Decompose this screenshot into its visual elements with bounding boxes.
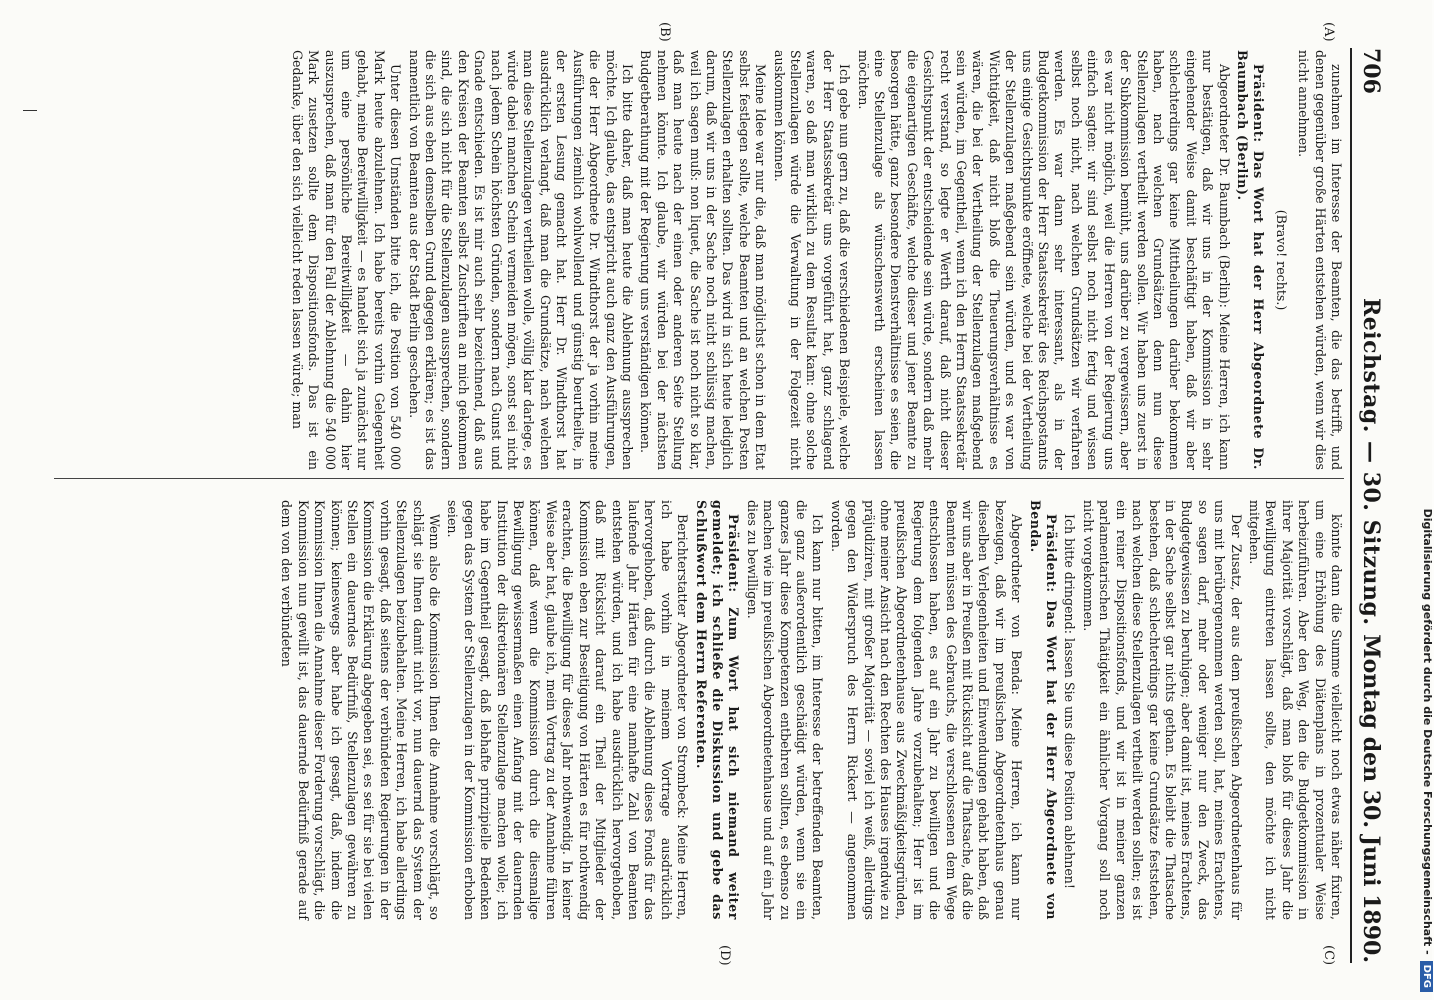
speech-paragraph: Unter diesen Umständen bitte ich, die Position von 540 000 Mark heute abzulehnen. Ich habe bereits vorhin Gelegenheit gehabt, meine Bereitwilligkeit — es handelt sich ja zunächst nur um eine persönliche Bereitwilligkeit — dahin hier auszusprechen, daß man für den Fall der Ablehnung die 540 000 Mark zusetzen sollte dem Dispositionsfonds. Das ist ein Gedanke, über den sich vielleicht reden lassen würde; man [289, 50, 404, 470]
column-divider [54, 478, 1344, 479]
speech-paragraph: Ich gebe nun gern zu, daß die verschiedenen Beispiele, welche der Herr Staatssekretär uns vorgeführt hat, ganz schlagend waren, so daß man wirklich zu dem Resultat kam: ohne solche Stellenzulagen würde die Verwaltung in der Folgezeit nicht auskommen können. [771, 50, 853, 470]
margin-marker-a: (A) [1321, 22, 1336, 42]
speech-paragraph: Meine Idee war nur die, daß man möglichst schon in dem Etat selbst festlegen sollte, welche Beamten und an welchen Posten Stellenzulagen erhalten sollten. Das wird in sich heute lediglich darum, daß wir uns in der Sache noch nicht schlüssig machen, weil ich sagen muß: non liquet, die Sache ist noch nicht so klar, daß man heute nach der einen oder anderen Seite Stellung nehmen könnte. Ich glaube, wir würden bei der nächsten Budgetberathung mit der Regierung uns verständigen können. [638, 50, 769, 470]
page-header [1350, 48, 1388, 963]
dfg-logo: DFG [1420, 961, 1433, 992]
speech-paragraph: Abgeordneter von Benda: Meine Herren, ich kann nur bezeugen, daß wir im preußischen Abgeordnetenhaus genau dieselben Verlegenheiten und Einwendungen gehabt haben, daß wir uns aber in Preußen mit Rücksicht auf die Thatsache, daß die Beamten müssen des Gebrauchs, die verschlossenen dem Wege entschlossen haben, es auf ein Jahr zu bewilligen und die Regierung dem folgenden Jahre vorzubehalten; Herr ist im preußischen Abgeordnetenhause aus Zweckmäßigkeitsgründen, ohne meiner Ansicht nach den Rechten des Hauses irgendwie zu präjudiziren, mit großer Majorität — soviel ich weiß, allerdings gegen den Widerspruch des Herrn Rickert — angenommen worden. [828, 500, 1025, 920]
margin-marker-b: (B) [657, 22, 672, 42]
applause-note: (Bravo! rechts.) [1273, 209, 1289, 311]
margin-marker-c: (C) [1321, 945, 1336, 966]
speech-paragraph: Ich bitte dringend: lassen Sie uns diese Position ablehnen! [1062, 514, 1078, 889]
president-statement: Präsident: Zum Wort hat sich niemand weiter gemeldet; ich schließe die Diskussion und gebe das Schlußwort dem Herrn Referenten. [693, 500, 742, 920]
page-number: 706 [1358, 48, 1384, 94]
speech-paragraph: Berichterstatter Abgeordneter von Strombeck: Meine Herren, ich habe vorhin in meinem Vortrage ausdrücklich hervorgehoben, daß durch die Ablehnung dieses Fonds für das laufende Jahr Härten für eine namhafte Zahl von Beamten entstehen würden, und ich habe ausdrücklich hervorgehoben, daß mit Rücksicht darauf ein Theil der Mitglieder der Kommission eben zur Beseitigung von Härten es für nothwendig erachten, die Bewilligung für dieses Jahr nothwendig. In keiner Weise aber hat, glaube ich, mein Vortrag zu der Annahme führen können, daß wenn die Kommission durch die diesmalige Bewilligung gewissermaßen einen Anfang mit der dauernden Institution der diskretionären Stellenzulage machen wolle; ich habe im Gegentheil gesagt, daß lebhafte prinzipielle Bedenken gegen das System der Stellenzulagen in der Kommission erhoben seien. [445, 500, 691, 920]
speech-paragraph: Wenn also die Kommission Ihnen die Annahme vorschlägt, so schlägt sie Ihnen damit nicht vor, nun dauernd das System der Stellenzulagen beizubehalten. Meine Herren, ich habe allerdings vorhin gesagt, daß seitens der verbündeten Regierungen in der Kommission die Erklärung abgegeben sei, es sei für sie bei vielen Stellen ein dauerndes Bedürfniß, Stellenzulagen gewähren zu können; keineswegs aber habe ich gesagt, daß, indem die Kommission Ihnen die Annahme dieser Forderung vorschlägt, die Kommission nun gewillt ist, das dauernde Bedürfniß gerade auf dem von den verbündeten [279, 500, 443, 920]
left-column [54, 50, 1344, 470]
speech-paragraph: zunehmen im Interesse der Beamten, die das betrifft, und denen gegenüber große Härten entstehen würden, wenn wir dies nicht annehmen. [1296, 50, 1344, 470]
margin-marker-d: (D) [717, 945, 732, 966]
speech-paragraph: Ich bitte daher, daß man heute die Ablehnung aussprechen möchte. Ich glaube, das entspricht auch ganz den Ausführungen, die der Herr Abgeordnete Dr. Windthorst der ja vorhin meine Ausführungen ziemlich wohlwollend und günstig beurtheilte, in der ersten Lesung gemacht hat. Herr Dr. Windthorst hat ausdrücklich verlangt, daß man die Grundsätze, nach welchen man diese Stellenzulagen vertheilen wolle, völlig klar darlege, es würde dabei manchen Schein vermeiden mögen, sonst sei nicht nach jedem Schein höchsten Gründen, sondern nach Gunst und Gnade entschieden. Es ist mir auch sehr bezeichnend, daß aus den Kreisen der Beamten selbst Zuschriften an mich gekommen sind, die sich nicht für die Stellenzulagen aussprechen, sondern die sich aus eben demselben Grund dagegen erklären; es ist das namentlich von Beamten aus der Stadt Berlin geschehen. [406, 50, 635, 470]
page-edge-mark [23, 110, 37, 111]
speech-paragraph: könnte dann die Summe vielleicht noch etwas näher fixiren, um eine Erhöhung des Diätenplans in prozentualer Weise herbeizuführen. Aber den Weg, den die Budgetkommission in ihrer Majorität vorschlägt, daß man bloß für dieses Jahr die Bewilligung eintreten lassen sollte, den möchte ich nicht mitgehen. [1246, 500, 1344, 920]
credit-text: Digitalisierung gefördert durch die Deutsche Forschungsgemeinschaft - [1421, 508, 1434, 955]
speech-paragraph: Der Zusatz, der aus dem preußischen Abgeordnetenhaus für uns mit herübergenommen werden soll, hat, meines Erachtens, so sagen darf, mehr oder weniger nur den Zweck, das Budgetgewissen zu beruhigen; aber damit ist, meines Erachtens, in der Sache selbst gar nichts gethan. Es bleibt die Thatsache bestehen, daß schlechterdings gar keine Grundsätze feststehen, nach welchen diese Stellenzulagen vertheilt werden sollen; es ist ein reiner Dispositionsfonds, und wir ist in meiner ganzen parlamentarischen Thätigkeit ein ähnlicher Vorgang soll noch nicht vorgekommen. [1080, 500, 1244, 920]
session-date: Montag den 30. Juni 1890. [1358, 634, 1384, 963]
speech-paragraph: Abgeordneter Dr. Baumbach (Berlin): Meine Herren, ich kann nur bestätigen, daß wir uns in der Kommission in sehr eingehender Weise damit beschäftigt haben, daß wir aber schlechterdings gar keine Mittheilungen darüber bekommen haben, nach welchen Grundsätzen denn nun diese Stellenzulagen vertheilt werden sollen. Wir haben uns zuerst in der Subkommission bemüht, uns darüber zu vergewissern, aber es war nicht möglich, weil die Herren von der Regierung uns einfach sagten: wir sind selbst noch nicht fertig und wissen selbst noch nicht, nach welchen Grundsätzen wir verfahren werden. Es war dann sehr interessant, als in der Budgetkommission der Herr Staatssekretär des Reichspostamts uns einige Gesichtspunkte eröffnete, welche bei der Vertheilung der Stellenzulagen maßgebend sein würden, und es war von Wichtigkeit, daß nicht bloß die Theuerungsverhältnisse es wären, die bei der Vertheilung der Stellenzulagen maßgebend sein würden, im Gegentheil, wenn ich den Herrn Staatssekretär recht verstand, so legte er Werth darauf, daß nicht dieser Gesichtspunkt der entscheidende sein würde, sondern daß mehr die eigenartigen Geschäfte, welche dieser und jener Beamte zu besorgen hätte, ganz besondere Dienstverhältnisse es seien, die eine Stellenzulage als wünschenswerth erscheinen lassen möchten. [855, 50, 1232, 470]
president-statement: Präsident: Das Wort hat der Herr Abgeordnete von Benda. [1027, 500, 1060, 920]
session-title: Reichstag. — 30. Sitzung. [1358, 298, 1384, 626]
president-statement: Präsident: Das Wort hat der Herr Abgeordnete Dr. Baumbach (Berlin). [1234, 50, 1267, 470]
speech-paragraph: Ich kann nur bitten, im Interesse der betreffenden Beamten, die ganz außerordentlich geschädigt würden, wenn sie ein ganzes Jahr diese Kompetenzen entbehren sollten, es ebenso zu machen wie im preußischen Abgeordnetenhause und auf ein Jahr dies zu bewilligen. [744, 500, 826, 920]
digitization-credit [1412, 8, 1434, 992]
right-column [54, 500, 1344, 920]
